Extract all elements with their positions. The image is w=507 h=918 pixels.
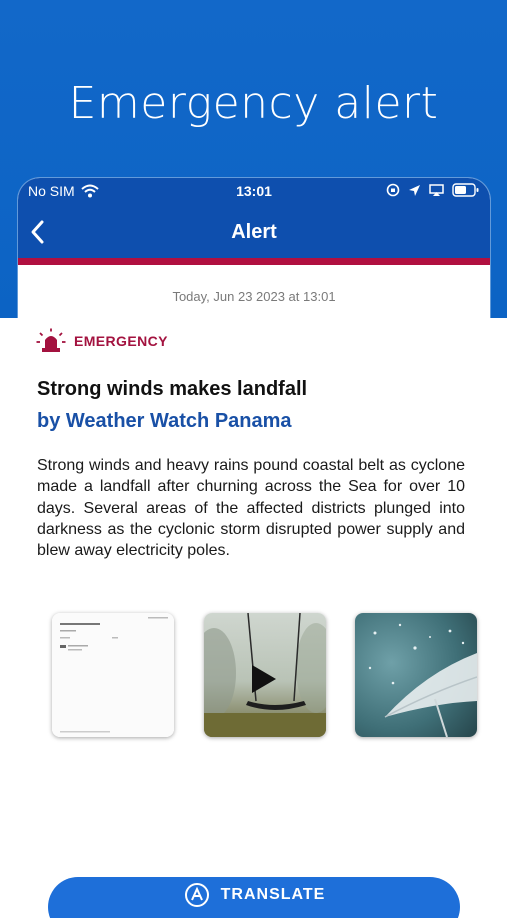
status-right — [386, 183, 480, 197]
siren-icon — [36, 328, 66, 354]
translate-icon — [183, 881, 211, 909]
phone-screen — [18, 178, 490, 918]
nav-bar — [18, 206, 490, 258]
attachment-video[interactable] — [204, 613, 326, 737]
translate-label: TRANSLATE — [220, 886, 326, 903]
hero-title: Emergency alert — [68, 78, 439, 129]
attachments-row — [50, 613, 480, 743]
alert-body: Strong winds and heavy rains pound coastal belt as cyclone made a landfall after churning across the Sea for over 10 days. Several areas of the affected districts plunged into darkness as the cyclonic storm disrupted power supply and blew away electricity poles. — [37, 457, 465, 560]
status-bar — [18, 178, 490, 206]
alert-date: Today, Jun 23 2023 at 13:01 — [172, 289, 336, 304]
carrier-label: No SIM — [28, 183, 75, 199]
alert-headline: Strong winds makes landfall — [37, 378, 308, 400]
attachment-document[interactable] — [52, 613, 174, 737]
document-preview — [52, 613, 174, 737]
battery-icon — [452, 183, 480, 197]
airplay-icon — [429, 184, 444, 197]
nav-title: Alert — [231, 221, 277, 243]
category-label: EMERGENCY — [74, 333, 168, 349]
translate-button[interactable] — [48, 877, 460, 918]
category-badge — [36, 328, 168, 354]
alert-byline: by Weather Watch Panama — [37, 410, 292, 432]
orientation-lock-icon — [386, 183, 400, 197]
video-thumbnail — [204, 613, 326, 737]
attachment-image[interactable] — [355, 613, 477, 737]
accent-bar — [18, 258, 490, 265]
umbrella-rain-image — [355, 613, 477, 737]
status-time: 13:01 — [236, 183, 272, 199]
translate-button-content — [48, 881, 460, 909]
location-icon — [408, 184, 421, 197]
